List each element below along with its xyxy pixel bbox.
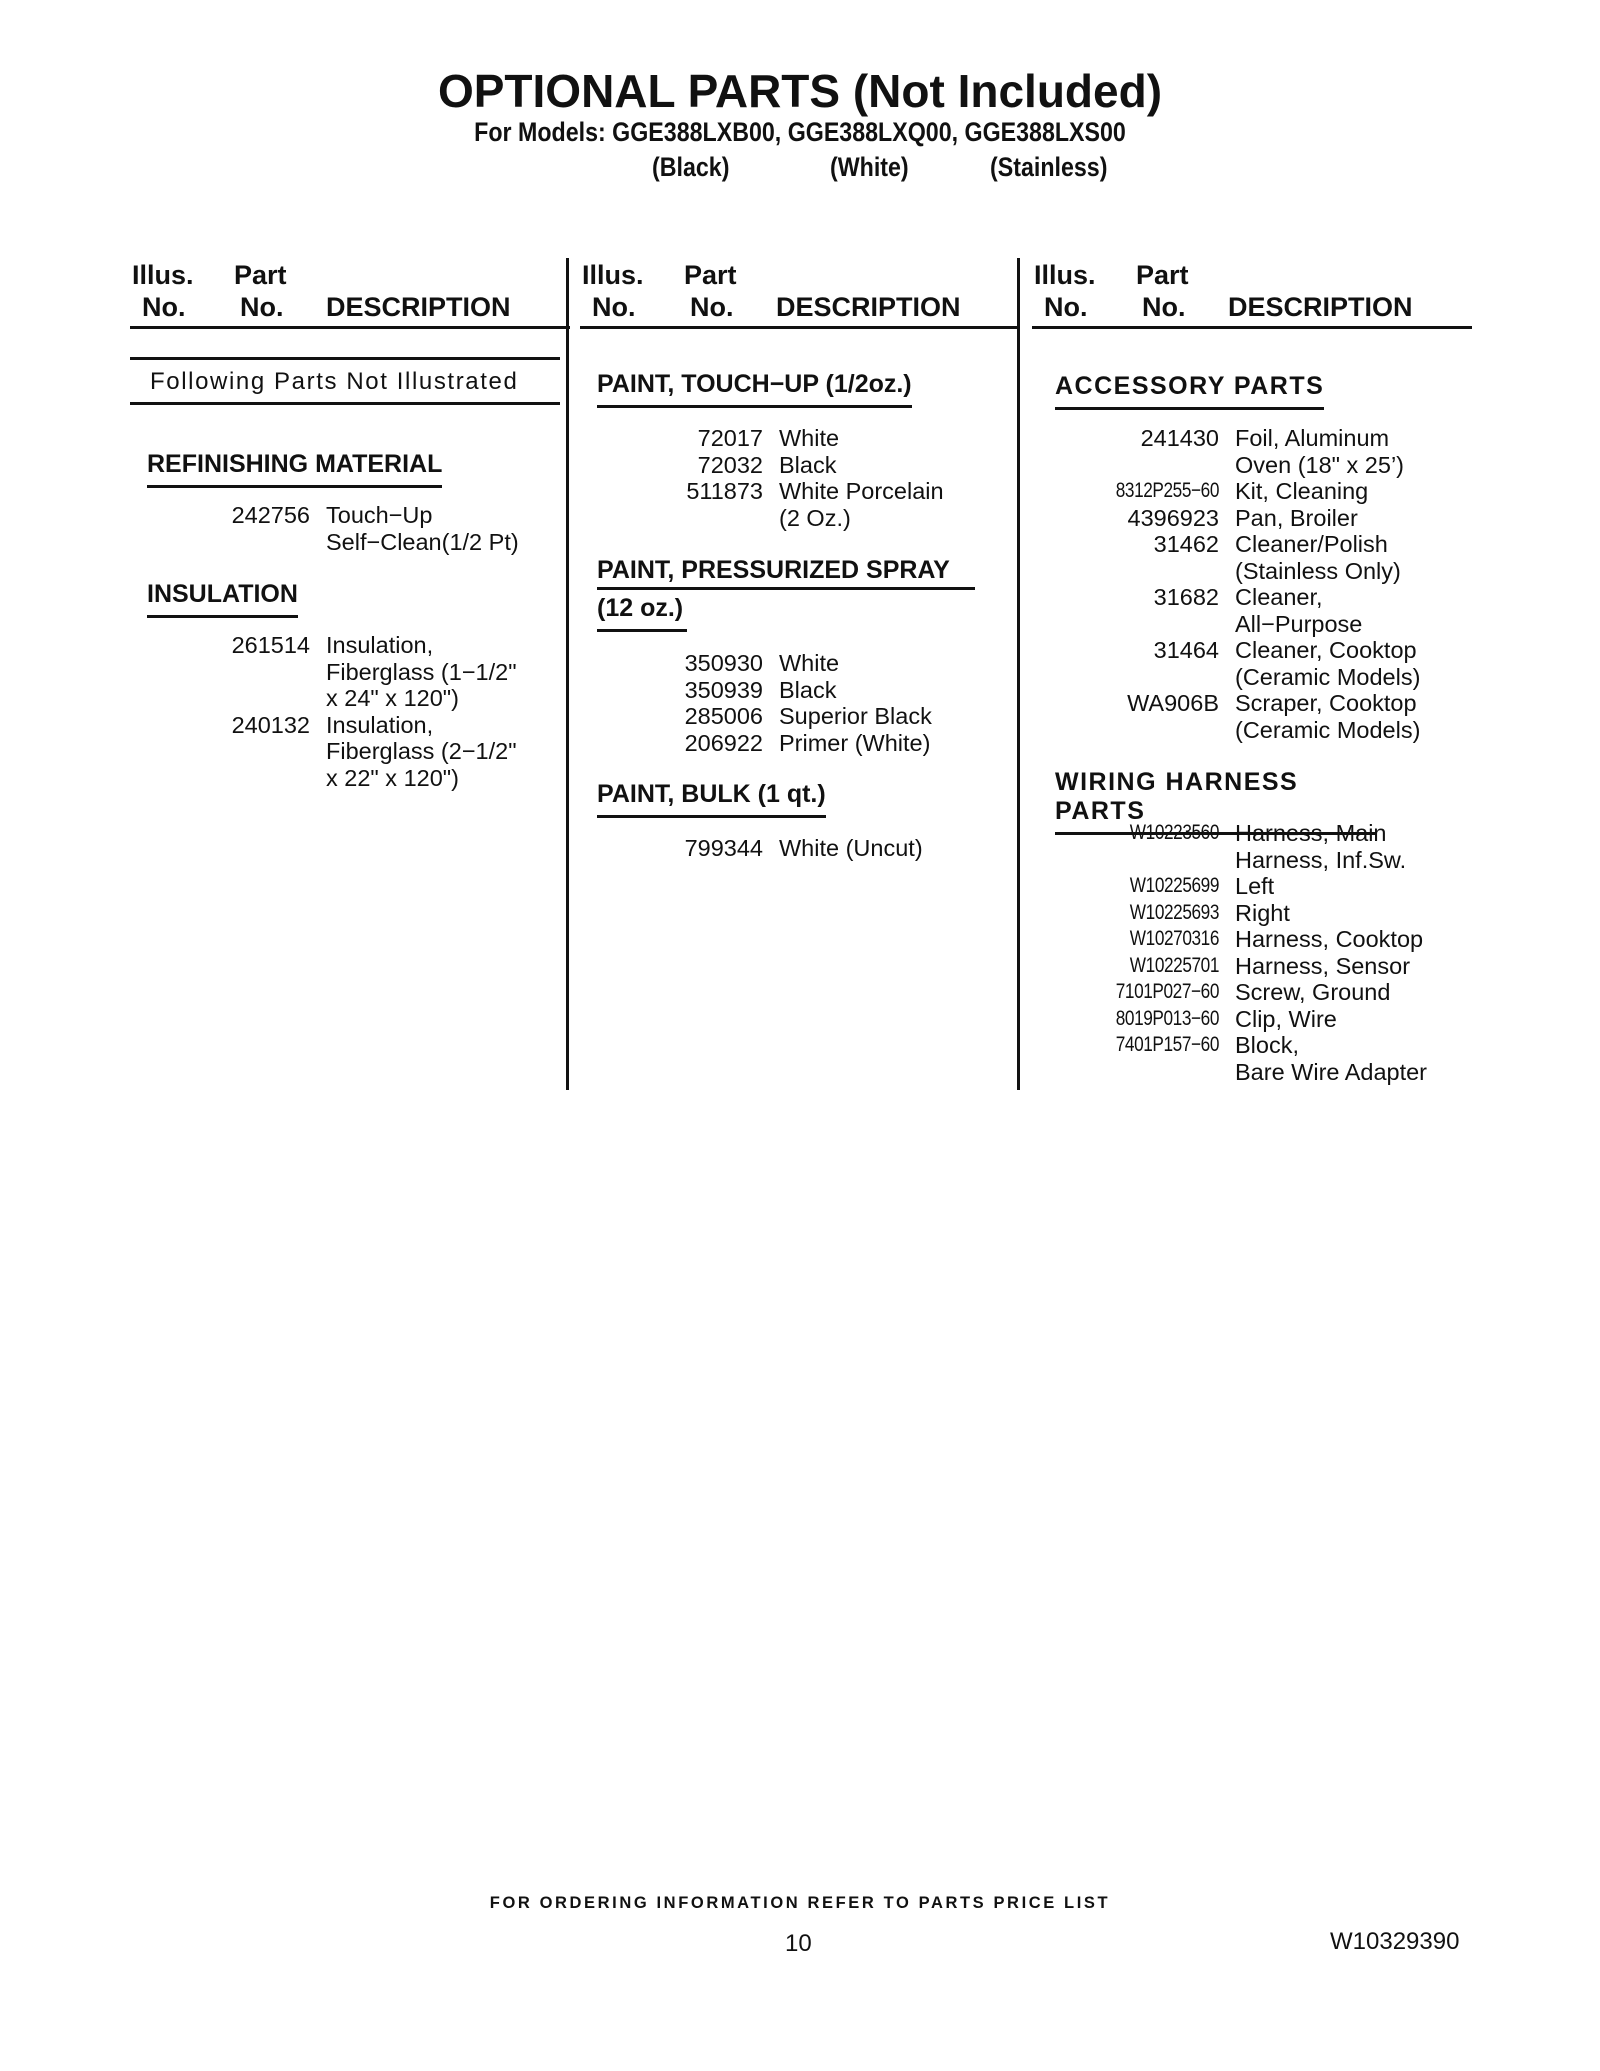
section-paint-bulk: PAINT, BULK (1 qt.) bbox=[597, 780, 826, 818]
column-header-2 bbox=[580, 258, 1020, 329]
section-refinishing-material: REFINISHING MATERIAL bbox=[147, 450, 442, 488]
part-number: 72032 bbox=[697, 451, 763, 478]
header-illus-no: No. bbox=[592, 292, 636, 322]
part-description: Right bbox=[1235, 899, 1290, 926]
part-number: 242756 bbox=[231, 502, 310, 528]
part-number: W10225693 bbox=[1129, 900, 1219, 924]
part-number: W10225701 bbox=[1129, 953, 1219, 977]
section-paint-pressurized-spray: PAINT, PRESSURIZED SPRAY bbox=[597, 556, 975, 590]
part-description: Harness, Main bbox=[1235, 820, 1387, 846]
part-description: Cleaner/Polish bbox=[1235, 531, 1388, 557]
header-illus-no: No. bbox=[142, 292, 186, 322]
part-description: Foil, Aluminum bbox=[1235, 425, 1390, 451]
page-title: OPTIONAL PARTS (Not Included) bbox=[437, 65, 1163, 117]
header-part: Part bbox=[234, 260, 287, 290]
models-line: For Models: GGE388LXB00, GGE388LXQ00, GGE388LXS00 bbox=[474, 117, 1126, 147]
part-description: Block, bbox=[1235, 1032, 1299, 1058]
part-description: Scraper, Cooktop bbox=[1235, 690, 1417, 716]
part-description: White (Uncut) bbox=[779, 835, 923, 861]
part-number: 7401P157−60 bbox=[1115, 1033, 1219, 1056]
part-description: Cleaner, bbox=[1235, 584, 1323, 610]
part-description: x 22" x 120") bbox=[326, 764, 459, 791]
header-part-no: No. bbox=[1142, 292, 1186, 322]
ordering-info: FOR ORDERING INFORMATION REFER TO PARTS PRICE LIST bbox=[489, 1894, 1111, 1912]
part-number: 8312P255−60 bbox=[1115, 479, 1219, 502]
part-number: W10270316 bbox=[1129, 927, 1219, 950]
color-stainless: (Stainless) bbox=[990, 152, 1108, 182]
part-description: Cleaner, Cooktop bbox=[1235, 637, 1417, 663]
part-description: Fiberglass (1−1/2" bbox=[326, 658, 517, 685]
header-description: DESCRIPTION bbox=[776, 292, 961, 322]
part-description: Insulation, bbox=[326, 632, 434, 658]
header-part-no: No. bbox=[240, 292, 284, 322]
part-description: Oven (18" x 25’) bbox=[1235, 451, 1404, 478]
part-description: Primer (White) bbox=[779, 729, 931, 756]
part-description: Fiberglass (2−1/2" bbox=[326, 738, 517, 764]
part-number: 4396923 bbox=[1127, 504, 1219, 531]
part-number: 261514 bbox=[231, 632, 310, 658]
part-description: All−Purpose bbox=[1235, 610, 1363, 637]
part-description: Left bbox=[1235, 873, 1275, 899]
part-description: Pan, Broiler bbox=[1235, 504, 1358, 531]
part-number: 206922 bbox=[684, 729, 763, 756]
part-number: 350939 bbox=[684, 676, 763, 703]
part-description: Insulation, bbox=[326, 711, 434, 738]
part-number: 31464 bbox=[1153, 637, 1219, 663]
part-number: 31682 bbox=[1153, 584, 1219, 610]
color-black: (Black) bbox=[652, 152, 730, 182]
part-number: 241430 bbox=[1140, 425, 1219, 451]
column-header-3 bbox=[1032, 258, 1472, 329]
column-header-1 bbox=[130, 258, 570, 329]
part-description: Harness, Inf.Sw. bbox=[1235, 846, 1407, 873]
section-wiring-harness-parts: WIRING HARNESS PARTS bbox=[1055, 768, 1377, 835]
column-divider bbox=[1017, 258, 1020, 1090]
part-number: 8019P013−60 bbox=[1115, 1006, 1219, 1030]
part-description: Harness, Sensor bbox=[1235, 952, 1411, 979]
part-description: White bbox=[779, 650, 840, 676]
section-paint-pressurized-spray-size: (12 oz.) bbox=[597, 594, 687, 632]
part-number: 31462 bbox=[1153, 531, 1219, 557]
header-part-no: No. bbox=[690, 292, 734, 322]
part-description: Screw, Ground bbox=[1235, 979, 1391, 1005]
section-accessory-parts: ACCESSORY PARTS bbox=[1055, 372, 1324, 410]
color-white: (White) bbox=[830, 152, 909, 182]
part-description: White Porcelain bbox=[779, 478, 944, 504]
part-number: 7101P027−60 bbox=[1115, 980, 1219, 1003]
part-description: Black bbox=[779, 676, 837, 703]
header-part: Part bbox=[1136, 260, 1189, 290]
page-number: 10 bbox=[785, 1930, 812, 1957]
header-description: DESCRIPTION bbox=[326, 292, 511, 322]
part-description: (Ceramic Models) bbox=[1235, 716, 1421, 743]
header-description: DESCRIPTION bbox=[1228, 292, 1413, 322]
header-illus: Illus. bbox=[582, 260, 644, 290]
part-number: 72017 bbox=[697, 425, 763, 451]
not-illustrated-banner: Following Parts Not Illustrated bbox=[130, 357, 560, 405]
section-paint-touch-up: PAINT, TOUCH−UP (1/2oz.) bbox=[597, 370, 912, 408]
part-number: 350930 bbox=[684, 650, 763, 676]
column-divider bbox=[566, 258, 569, 1090]
header-illus: Illus. bbox=[132, 260, 194, 290]
part-description: Kit, Cleaning bbox=[1235, 478, 1369, 504]
part-number: W10225699 bbox=[1129, 874, 1219, 897]
part-description: Superior Black bbox=[779, 703, 932, 729]
part-number: 511873 bbox=[686, 478, 763, 504]
section-insulation: INSULATION bbox=[147, 580, 298, 618]
part-description: (Ceramic Models) bbox=[1235, 663, 1421, 690]
part-number: W10223560 bbox=[1129, 821, 1219, 844]
part-description: Black bbox=[779, 451, 837, 478]
part-description: Self−Clean(1/2 Pt) bbox=[326, 528, 519, 555]
part-description: (Stainless Only) bbox=[1235, 557, 1401, 584]
header-illus-no: No. bbox=[1044, 292, 1088, 322]
part-description: Touch−Up bbox=[326, 502, 433, 528]
header-part: Part bbox=[684, 260, 737, 290]
part-description: White bbox=[779, 425, 840, 451]
part-number: 285006 bbox=[684, 703, 763, 729]
document-number: W10329390 bbox=[1330, 1928, 1460, 1955]
part-number: WA906B bbox=[1127, 690, 1219, 716]
part-number: 799344 bbox=[684, 835, 763, 861]
part-description: Bare Wire Adapter bbox=[1235, 1058, 1428, 1085]
part-number: 240132 bbox=[231, 711, 310, 738]
part-description: x 24" x 120") bbox=[326, 685, 459, 711]
header-illus: Illus. bbox=[1034, 260, 1096, 290]
part-description: Clip, Wire bbox=[1235, 1005, 1337, 1032]
part-description: Harness, Cooktop bbox=[1235, 926, 1424, 952]
part-description: (2 Oz.) bbox=[779, 504, 851, 531]
